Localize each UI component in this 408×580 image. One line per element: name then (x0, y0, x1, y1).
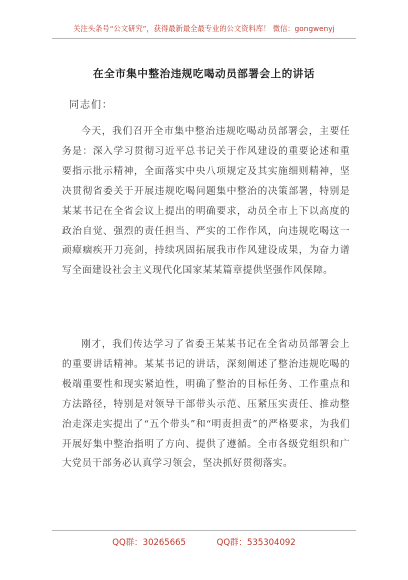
body-paragraph-1: 今天，我们召开全市集中整治违规吃喝动员部署会，主要任务是：深入学习贯彻习近平总书记关于作风建设的重要论述和重要指示批示精神，全面落实中央八项规定及其实施细则精神，坚决贯彻省委关于开展违规吃喝问题集中整治的决策部署，特别是某某书记在全省会议上提出的明确要求，动员全市上下以高度的政治自觉、强烈的责任担当、严实的工作作风，向违规吃喝这一顽瘴痼疾开刀亮剑，持续巩固拓展我市作风建设成果，为奋力谱写全面建设社会主义现代化国家某某篇章提供坚强作风保障。 (62, 126, 350, 277)
body-paragraph-2: 刚才，我们传达学习了省委王某某书记在全省动员部署会上的重要讲话精神。某某书记的讲话，深刻阐述了整治违规吃喝的极端重要性和现实紧迫性，明确了整治的目标任务、工作重点和方法路径，特别是对领导干部带头示范、压紧压实责任、推动整治走深走实提出了“五个带头”和“明责担责”的严格要求，为我们开展好集中整治指明了方向、提供了遵循。全市各级党组织和广大党员干部务必认真学习领会，坚决抓好贯彻落实。 (62, 339, 350, 470)
header-banner: 关注头条号“公文研究”，获得最新最全最专业的公文资料库！ 微信：gongwenyj (73, 24, 335, 33)
header-divider (52, 38, 356, 39)
footer-qq-group-1: QQ群：30265665 (112, 538, 186, 548)
salutation: 同志们： (69, 100, 113, 111)
footer-qq-group-2: QQ群：535304092 (216, 538, 296, 548)
footer (0, 536, 408, 548)
footer-divider (52, 530, 356, 531)
document-title: 在全市集中整治违规吃喝动员部署会上的讲话 (93, 68, 315, 80)
